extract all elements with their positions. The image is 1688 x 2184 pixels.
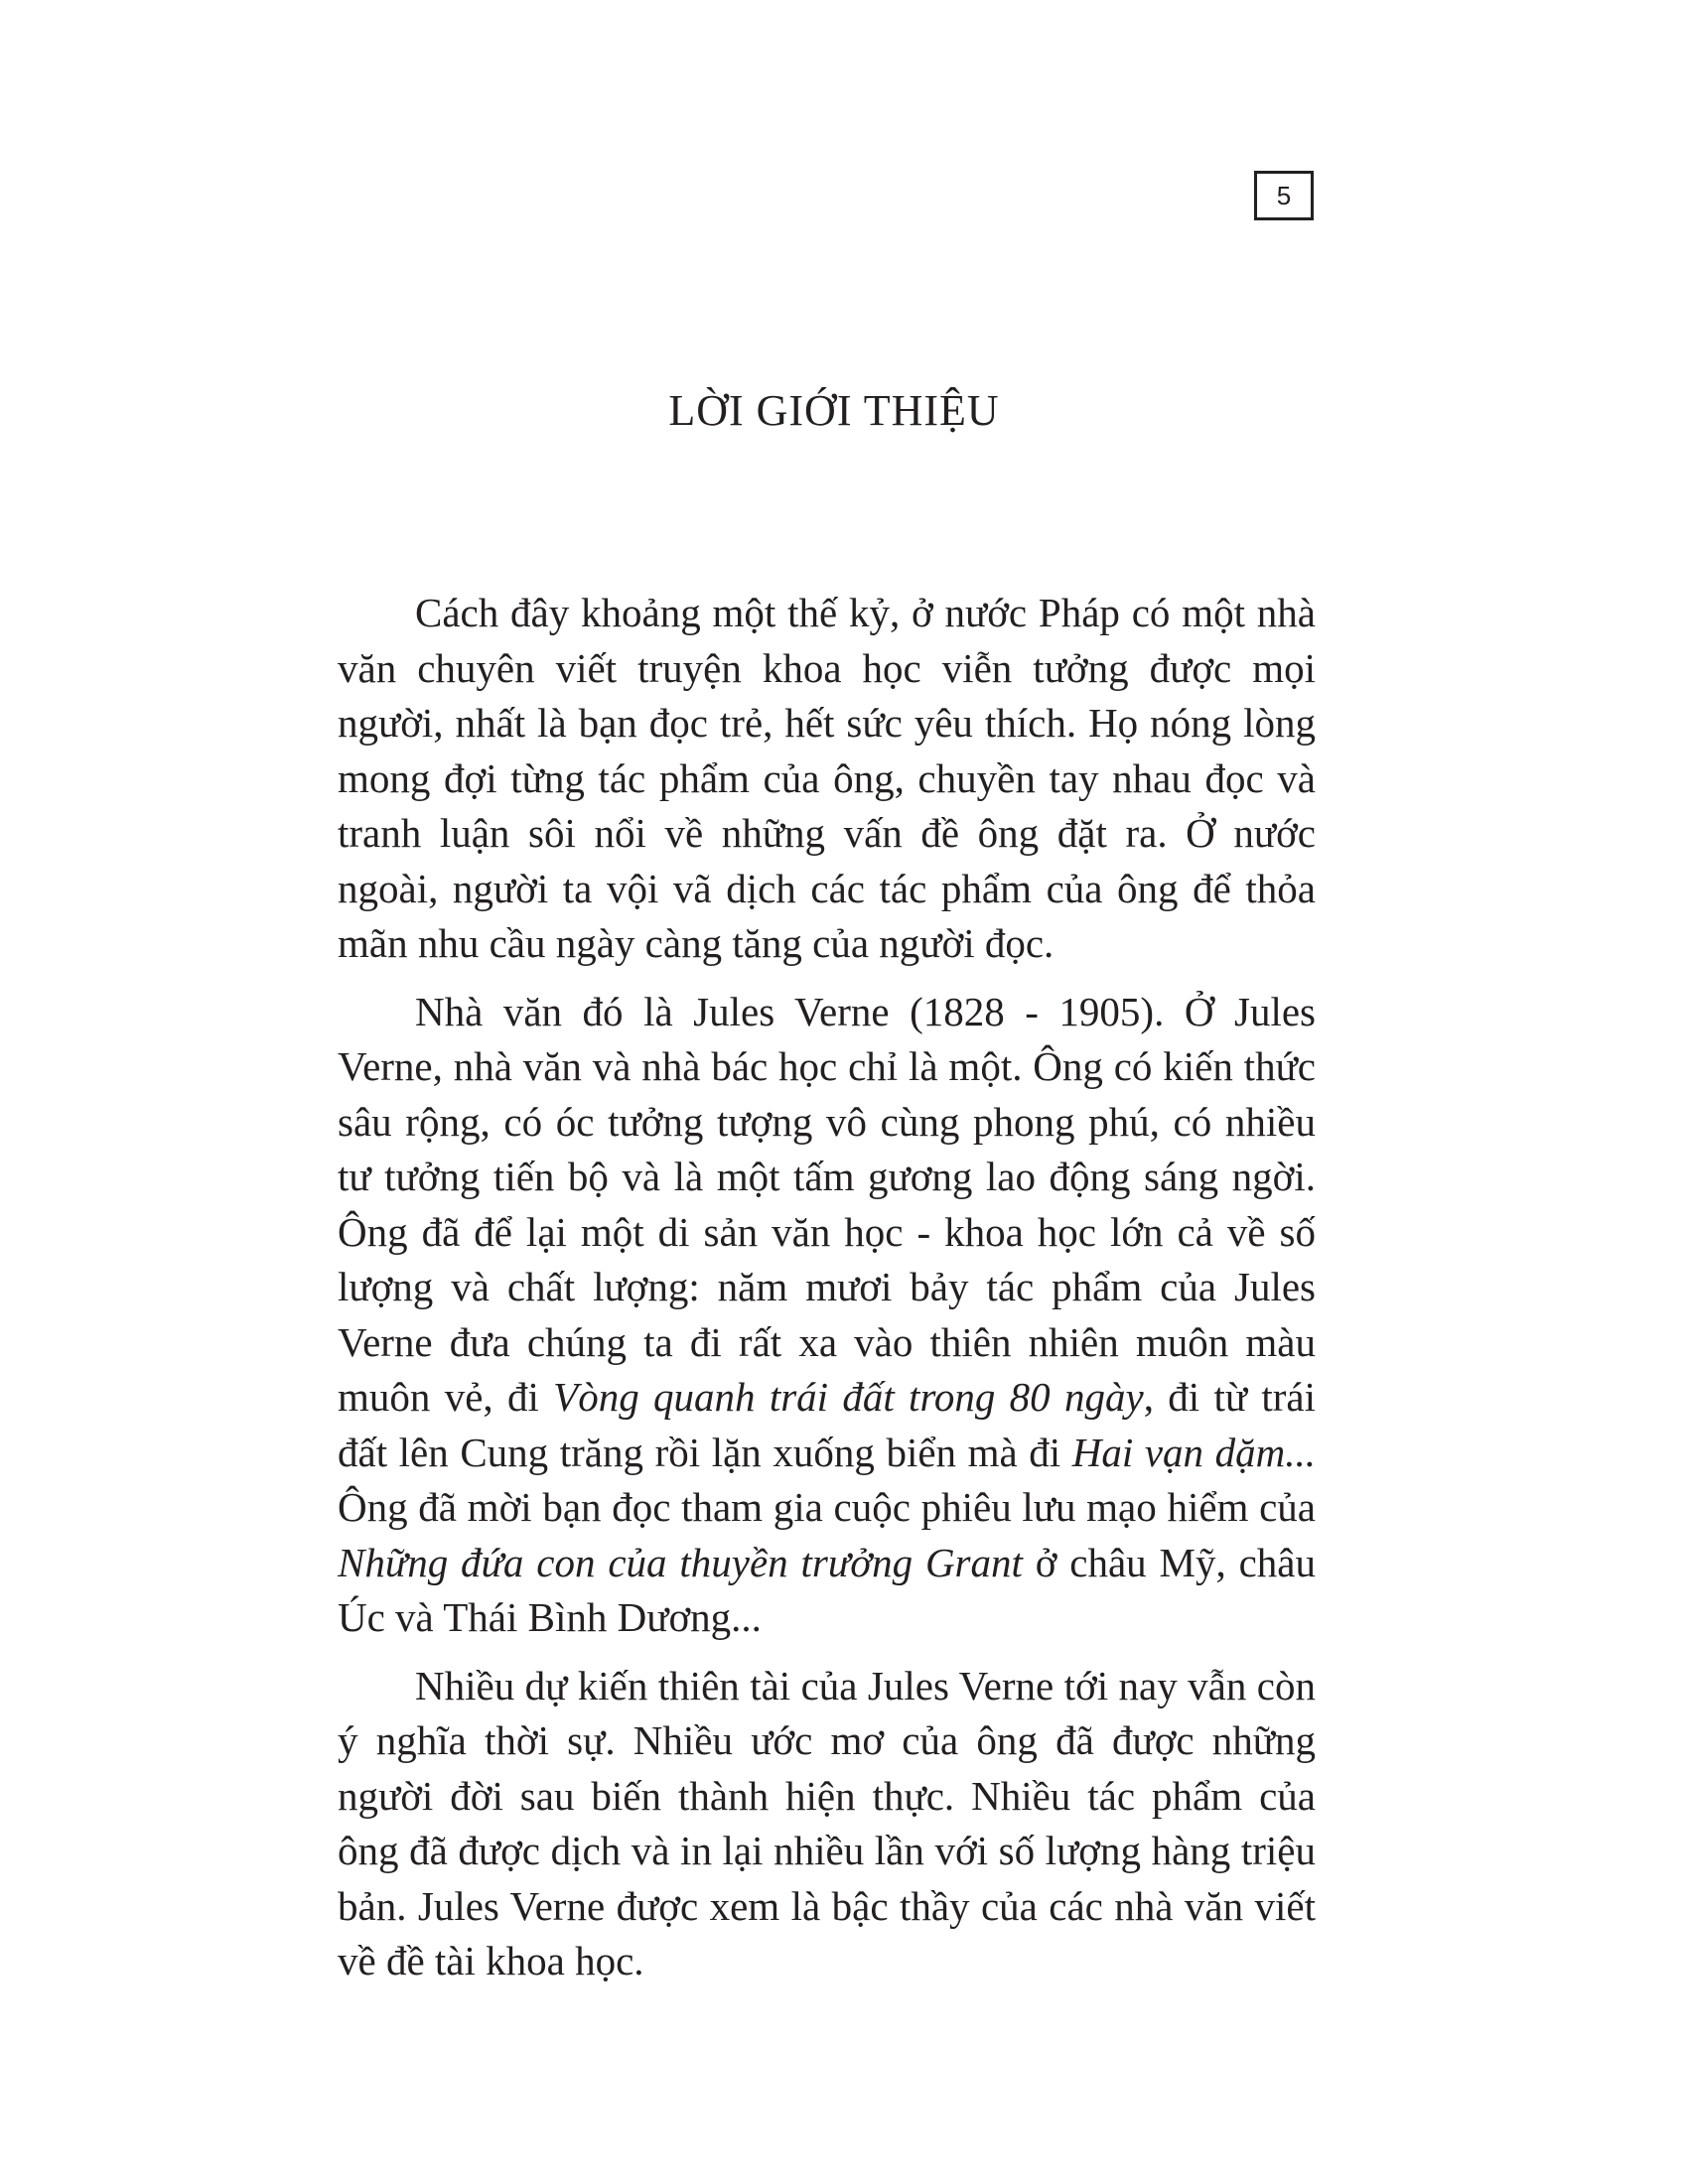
page-number <box>1254 171 1314 220</box>
book-title-captain-grant: Những đứa con của thuyền trưởng Grant <box>338 1539 1023 1585</box>
body-text <box>338 586 1316 2002</box>
book-title-around-the-world: Vòng quanh trái đất trong 80 ngày <box>553 1374 1144 1420</box>
paragraph-2 <box>338 985 1316 1646</box>
paragraph-1-text: Cách đây khoảng một thế kỷ, ở nước Pháp có một nhà văn chuyên viết truyện khoa học viễn tưởng được mọi người, nhất là bạn đọc trẻ, hết sức yêu thích. Họ nóng lòng mong đợi từng tác phẩm của ông, chuyền tay nhau đọc và tranh luận sôi nổi về những vấn đề ông đặt ra. Ở nước ngoài, người ta vội vã dịch các tác phẩm của ông để thỏa mãn nhu cầu ngày càng tăng của người đọc. <box>338 590 1316 966</box>
page-number-text: 5 <box>1276 180 1292 210</box>
paragraph-2-text-1: Nhà văn đó là Jules Verne (1828 - 1905). Ở Jules Verne, nhà văn và nhà bác học chỉ là một. Ông có kiến thức sâu rộng, có óc tưởng tượng vô cùng phong phú, có nhiều tư tưởng tiến bộ và là một tấm gương lao động sáng ngời. Ông đã để lại một di sản văn học - khoa học lớn cả về số lượng và chất lượng: năm mươi bảy tác phẩm của Jules Verne đưa chúng ta đi rất xa vào thiên nhiên muôn màu muôn vẻ, đi <box>338 988 1316 1420</box>
paragraph-2-text-4: ở châu Mỹ, châu Úc và Thái Bình Dương... <box>338 1539 1316 1640</box>
paragraph-1 <box>338 586 1316 972</box>
paragraph-2-text-2: , đi từ trái đất lên Cung trăng rồi lặn xuống biển mà đi <box>338 1374 1317 1475</box>
chapter-title: LỜI GIỚI THIỆU <box>668 386 1000 435</box>
book-title-twenty-thousand-leagues: Hai vạn dặm... <box>1071 1429 1316 1475</box>
paragraph-3-text: Nhiều dự kiến thiên tài của Jules Verne tới nay vẫn còn ý nghĩa thời sự. Nhiều ước mơ của ông đã được những người đời sau biến thành hiện thực. Nhiều tác phẩm của ông đã được dịch và in lại nhiều lần với số lượng hàng triệu bản. Jules Verne được xem là bậc thầy của các nhà văn viết về đề tài khoa học. <box>338 1662 1316 1983</box>
paragraph-2-text-3: Ông đã mời bạn đọc tham gia cuộc phiêu lưu mạo hiểm của <box>338 1484 1316 1530</box>
paragraph-3 <box>338 1659 1316 1989</box>
